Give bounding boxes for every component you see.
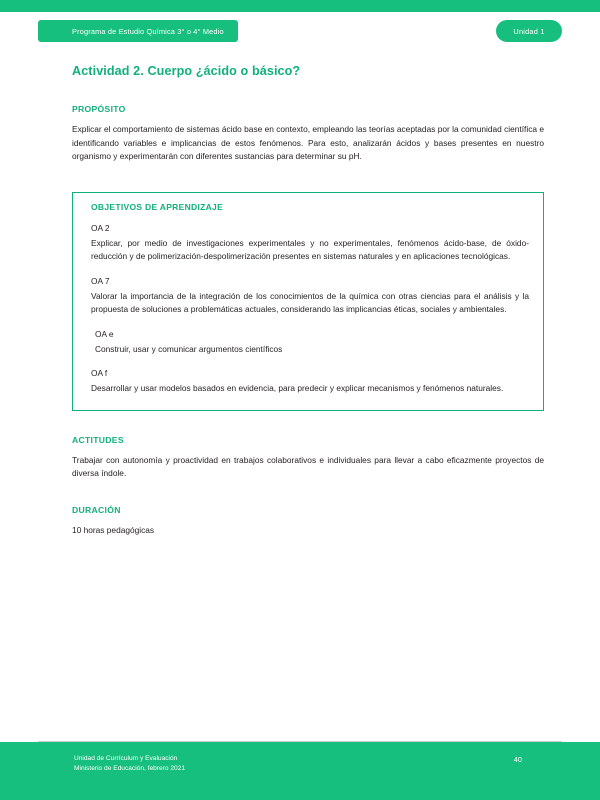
top-accent-bar xyxy=(0,0,600,12)
page-title: Actividad 2. Cuerpo ¿ácido o básico? xyxy=(72,64,301,78)
objective-text: Desarrollar y usar modelos basados en evidencia, para predecir y explicar mecanismos y fenómenos naturales. xyxy=(91,383,504,394)
page-footer xyxy=(0,742,600,800)
learning-objectives-heading: OBJETIVOS DE APRENDIZAJE xyxy=(91,201,224,212)
unit-badge xyxy=(496,20,562,42)
attitudes-heading: ACTITUDES xyxy=(72,434,124,445)
objective-text: Explicar, por medio de investigaciones experimentales y no experimentales, fenómenos ácido-base, de óxido-reducción y de polimerización-despolimerización presentes en sistemas naturales y en aplicaciones tecnológicas. xyxy=(91,237,529,262)
page-content xyxy=(72,64,544,537)
attitudes-text: Trabajar con autonomía y proactividad en trabajos colaborativos e individuales para llevar a cabo eficazmente proyectos de diversa índole. xyxy=(72,454,544,479)
page-header xyxy=(0,20,600,42)
objective-code: OA 2 xyxy=(91,222,110,233)
program-label-text: Programa de Estudio Química 3° o 4° Medio xyxy=(72,26,224,36)
objective-text: Construir, usar y comunicar argumentos científicos xyxy=(95,343,283,354)
objective-code: OA e xyxy=(95,328,114,339)
learning-objectives-box xyxy=(72,192,544,411)
footer-institution xyxy=(74,754,185,774)
program-label-pill xyxy=(38,20,238,42)
duration-text: 10 horas pedagógicas xyxy=(72,524,155,535)
objective-text: Valorar la importancia de la integración de los conocimientos de la química con otras ciencias para el análisis y la propuesta de soluciones a problemáticas actuales, considerando las implicancias éticas, sociales y ambientales. xyxy=(91,290,529,315)
purpose-text: Explicar el comportamiento de sistemas ácido base en contexto, empleando las teorías aceptadas por la comunidad científica e identificando variables e implicancias de estos fenómenos. Para esto, analizarán ácidos y bases presentes en nuestro organismo y experimentarán con diferentes sustancias para determinar su pH. xyxy=(72,124,544,162)
page-number: 40 xyxy=(513,755,522,764)
duration-heading: DURACIÓN xyxy=(72,504,121,515)
objective-code: OA f xyxy=(91,368,108,379)
unit-badge-text: Unidad 1 xyxy=(513,26,545,36)
objective-code: OA 7 xyxy=(91,275,110,286)
footer-line-2: Ministerio de Educación, febrero 2021 xyxy=(74,764,186,772)
purpose-heading: PROPÓSITO xyxy=(72,104,126,114)
footer-line-1: Unidad de Currículum y Evaluación xyxy=(74,754,178,762)
